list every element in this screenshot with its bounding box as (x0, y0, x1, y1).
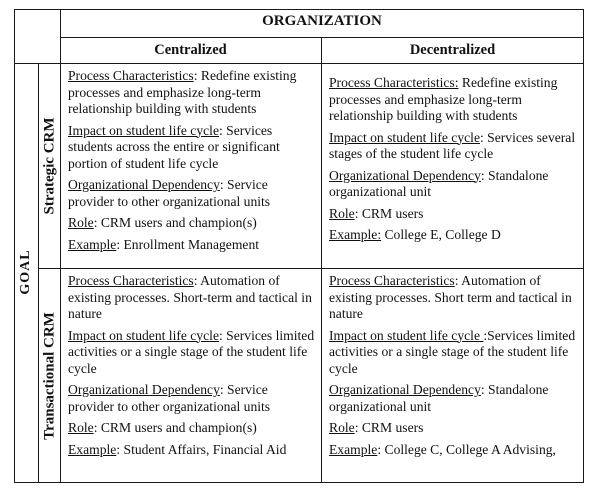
rule-goal-column (38, 63, 39, 483)
cell-entry (329, 328, 577, 378)
entry-key: Impact on student life cycle (329, 129, 480, 145)
goal-label: GOAL (18, 249, 33, 295)
entry-key: Organizational Dependency (329, 382, 481, 397)
entry-key: Process Characteristics (68, 68, 194, 83)
cell-entry (329, 442, 577, 459)
entry-value: Redefine existing processes and emphasize long-term relationship building with students (329, 75, 558, 123)
entry-value: College E, College D (381, 227, 501, 242)
decentralized-column-header: Decentralized (409, 42, 496, 58)
entry-key: Example (329, 441, 378, 457)
centralized-column-header: Centralized (154, 42, 227, 58)
rule-between-rows (38, 268, 584, 269)
cell-entry (68, 177, 316, 210)
strategic-crm-label: Strategic CRM (41, 117, 58, 215)
cell-entry (329, 273, 577, 323)
cell-entry (68, 328, 316, 378)
entry-value: : Standalone organizational unit (329, 382, 549, 414)
border-right (583, 9, 584, 483)
entry-value: : Enrollment Management (116, 236, 260, 252)
entry-value: : Student Affairs, Financial Aid (116, 441, 287, 457)
entry-value: : Service provider to other organizational units (68, 382, 271, 414)
cell-entry (68, 123, 316, 173)
cell-entry (68, 237, 316, 254)
entry-key: Process Characteristics: (329, 75, 459, 90)
cell-transactional-decentralized (329, 273, 577, 463)
entry-key: Role (329, 205, 355, 221)
entry-key: Process Characteristics (329, 273, 455, 288)
entry-value: : Services limited activities or a single stage of the student life cycle (68, 327, 315, 376)
transactional-crm-label: Transactional CRM (41, 312, 58, 440)
entry-key: Process Characteristics (68, 273, 194, 288)
border-left (14, 9, 15, 483)
entry-value: : Standalone organizational unit (329, 167, 549, 199)
entry-value: :Services limited activities or a single stage of the student life cycle (329, 327, 576, 376)
entry-key: Impact on student life cycle (68, 122, 219, 138)
cell-entry (329, 130, 577, 163)
entry-value: : Services several stages of the student life cycle (329, 129, 576, 161)
entry-value: : College C, College A Advising, (377, 441, 556, 457)
entry-key: Impact on student life cycle (329, 327, 484, 343)
cell-entry (68, 420, 316, 437)
cell-entry (68, 442, 316, 459)
entry-key: Example (68, 236, 117, 252)
entry-value: : Automation of existing processes. Short term and tactical in nature (329, 273, 572, 321)
cell-strategic-decentralized (329, 75, 577, 249)
rule-under-column-headers (14, 63, 584, 64)
border-top (14, 9, 584, 10)
cell-entry (68, 68, 316, 118)
entry-value: : CRM users and champion(s) (93, 420, 257, 435)
entry-value: : Automation of existing processes. Short-term and tactical in nature (68, 273, 312, 321)
rule-column-divider (321, 37, 322, 483)
entry-key: Role (68, 215, 94, 230)
entry-key: Impact on student life cycle (68, 327, 219, 343)
cell-entry (68, 273, 316, 323)
rule-under-organization (60, 37, 584, 38)
cell-entry (68, 382, 316, 415)
cell-transactional-centralized (68, 273, 316, 463)
entry-value: : CRM users (354, 420, 424, 435)
cell-entry (68, 215, 316, 232)
entry-value: : CRM users and champion(s) (93, 215, 257, 230)
border-bottom (14, 482, 584, 483)
entry-key: Example: (329, 227, 382, 242)
entry-value: : Service provider to other organizational units (68, 177, 271, 209)
cell-entry (329, 168, 577, 201)
entry-key: Organizational Dependency (68, 382, 220, 397)
organization-header: ORGANIZATION (262, 13, 382, 29)
entry-value: : Services students across the entire or significant portion of student life cycle (68, 122, 280, 171)
entry-key: Organizational Dependency (329, 167, 481, 183)
cell-entry (329, 206, 577, 223)
entry-value: : CRM users (354, 205, 424, 221)
cell-entry (329, 75, 577, 125)
cell-entry (329, 420, 577, 437)
entry-key: Organizational Dependency (68, 177, 220, 192)
cell-strategic-centralized (68, 68, 316, 258)
entry-key: Example (68, 441, 117, 457)
rule-row-label-column (60, 9, 61, 483)
entry-key: Role (329, 420, 355, 435)
entry-value: : Redefine existing processes and emphasize long-term relationship building with students (68, 68, 297, 116)
cell-entry (329, 227, 577, 244)
entry-key: Role (68, 420, 94, 435)
cell-entry (329, 382, 577, 415)
